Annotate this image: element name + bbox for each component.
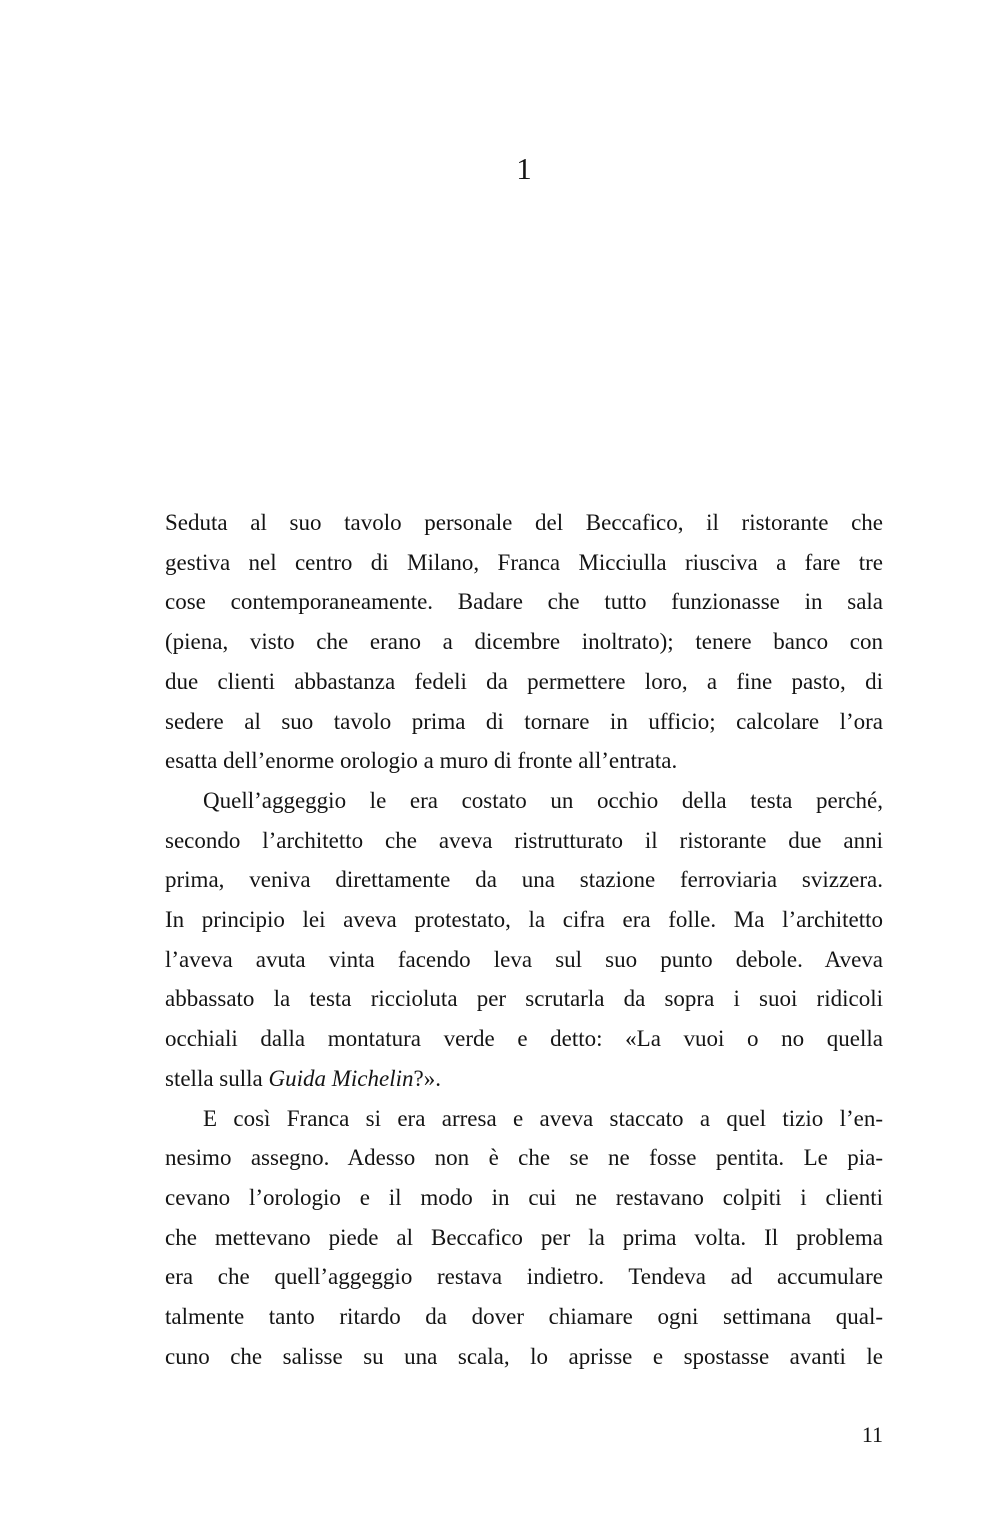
text-line: Seduta al suo tavolo personale del Beccafico, il ristorante che bbox=[165, 510, 883, 535]
text-line: secondo l’architetto che aveva ristrutturato il ristorante due anni bbox=[165, 827, 883, 853]
text-line: (piena, visto che erano a dicembre inoltrato); tenere banco con bbox=[165, 629, 883, 655]
text-line: abbassato la testa riccioluta per scrutarla da sopra i suoi ridicoli bbox=[165, 986, 883, 1012]
book-title-italic: Guida Michelin bbox=[268, 1065, 414, 1091]
paragraph-2 bbox=[165, 781, 883, 1099]
text-line: cose contemporaneamente. Badare che tutto funzionasse in sala bbox=[165, 589, 883, 615]
paragraph-3 bbox=[165, 1099, 883, 1377]
text-line: occhiali dalla montatura verde e detto: «La vuoi o no quella bbox=[165, 1026, 883, 1052]
text-line: cuno che salisse su una scala, lo aprisse e spostasse avanti le bbox=[165, 1343, 883, 1369]
text-line: prima, veniva direttamente da una stazione ferroviaria svizzera. bbox=[165, 867, 883, 893]
text-line: esatta dell’enorme orologio a muro di fronte all’entrata. bbox=[165, 748, 678, 774]
text-line: due clienti abbastanza fedeli da permettere loro, a fine pasto, di bbox=[165, 668, 883, 694]
text-line: gestiva nel centro di Milano, Franca Micciulla riusciva a fare tre bbox=[165, 549, 883, 575]
text-line: E così Franca si era arresa e aveva staccato a quel tizio l’en- bbox=[203, 1105, 883, 1131]
chapter-number: 1 bbox=[516, 151, 532, 186]
text-line: Quell’aggeggio le era costato un occhio della testa perché, bbox=[203, 787, 883, 813]
page-number: 11 bbox=[861, 1422, 883, 1447]
paragraph-1 bbox=[165, 503, 883, 781]
text-line: talmente tanto ritardo da dover chiamare ogni settimana qual- bbox=[165, 1304, 883, 1330]
text-line bbox=[165, 1059, 883, 1099]
text-segment: ?». bbox=[413, 1065, 441, 1091]
text-segment: stella sulla bbox=[165, 1065, 269, 1091]
text-block bbox=[165, 503, 883, 1376]
text-line: che mettevano piede al Beccafico per la prima volta. Il problema bbox=[165, 1224, 883, 1250]
text-line: era che quell’aggeggio restava indietro. Tendeva ad accumulare bbox=[165, 1264, 883, 1290]
text-line: sedere al suo tavolo prima di tornare in ufficio; calcolare l’ora bbox=[165, 708, 883, 734]
text-line: In principio lei aveva protestato, la cifra era folle. Ma l’architetto bbox=[165, 907, 883, 933]
text-line: l’aveva avuta vinta facendo leva sul suo punto debole. Aveva bbox=[165, 946, 883, 972]
text-line: cevano l’orologio e il modo in cui ne restavano colpiti i clienti bbox=[165, 1184, 883, 1210]
text-line: nesimo assegno. Adesso non è che se ne fosse pentita. Le pia- bbox=[165, 1145, 883, 1171]
